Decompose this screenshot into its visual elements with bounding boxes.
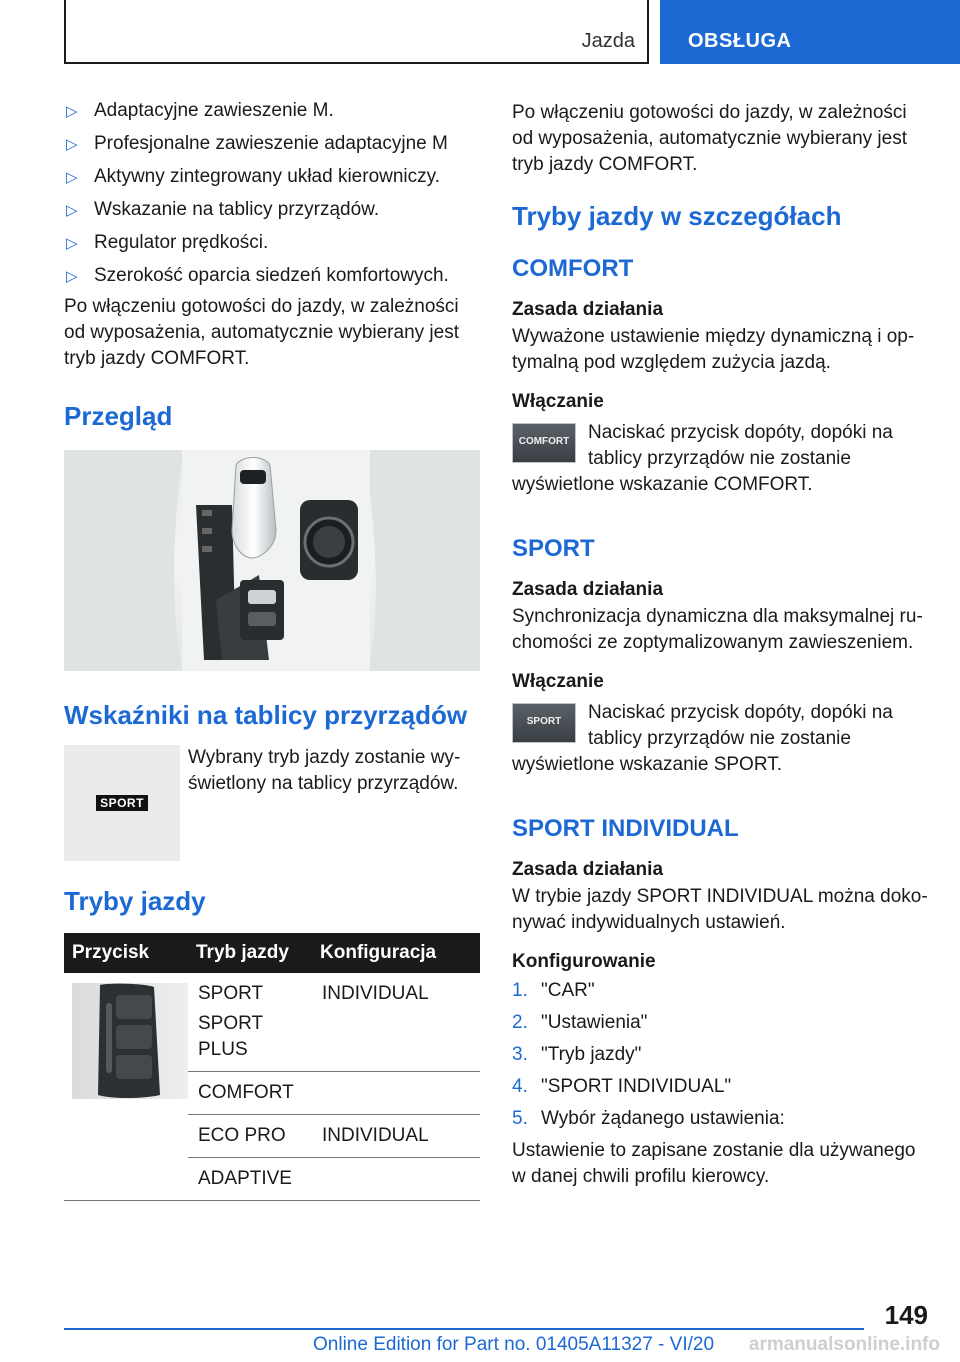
- comfort-principle-text: Wyważone ustawienie między dynamiczną i optymalną pod względem zużycia jazdą.: [512, 326, 915, 373]
- footer-divider: [64, 1328, 864, 1330]
- edition-text: Online Edition for Part no. 01405A11327 - VI/20: [313, 1334, 715, 1355]
- watermark: armanualsonline.info: [748, 1334, 940, 1355]
- intro-paragraph: Po włączeniu gotowości do jazdy, w zależności od wyposażenia, automatycznie wybierany jest tryb jazdy COMFORT.: [64, 296, 459, 369]
- mode-title-sport-individual: SPORT INDIVIDUAL: [512, 815, 739, 842]
- triangle-bullet-icon: ▷: [66, 169, 78, 186]
- comfort-principle-heading: Zasada działania: [512, 299, 664, 320]
- feature-list: [64, 100, 480, 287]
- triangle-bullet-icon: ▷: [66, 235, 78, 252]
- right-column: [512, 100, 928, 1190]
- center-console-illustration: [64, 450, 480, 671]
- triangle-bullet-icon: ▷: [66, 136, 78, 153]
- mode-sport-plus: SPORT PLUS: [198, 1013, 263, 1060]
- list-item: 4. "SPORT INDIVIDUAL": [512, 1076, 732, 1097]
- header-chapter: [660, 0, 960, 64]
- instrument-display-image: [64, 745, 180, 861]
- mode-title-comfort: COMFORT: [512, 255, 634, 282]
- mode-title-sport: SPORT: [512, 535, 595, 562]
- individual-principle-text: W trybie jazdy SPORT INDIVIDUAL można dokonywać indywidualnych ustawień.: [512, 886, 928, 933]
- driving-mode-switch-image: [72, 983, 188, 1099]
- list-item: ▷ Szerokość oparcia siedzeń komfortowych.: [66, 265, 449, 286]
- header-chapter-title: OBSŁUGA: [688, 30, 792, 52]
- table-header-row: [64, 933, 480, 973]
- sport-on-heading: Włączanie: [512, 671, 604, 692]
- mode-cell: ECO PRO: [188, 1115, 312, 1158]
- left-column: [64, 100, 480, 1201]
- column-header-konfiguracja: Konfiguracja: [312, 933, 480, 973]
- list-item: ▷ Regulator prędkości.: [66, 232, 269, 253]
- list-item: ▷ Adaptacyjne zawieszenie M.: [66, 100, 334, 121]
- driving-modes-table: [64, 933, 480, 1201]
- list-item: 1. "CAR": [512, 980, 595, 1001]
- list-item: ▷ Profesjonalne zawieszenie adaptacyjne M: [66, 133, 448, 154]
- mode-cell: ADAPTIVE: [188, 1158, 312, 1201]
- triangle-bullet-icon: ▷: [66, 202, 78, 219]
- list-item: ▷ Wskazanie na tablicy przyrządów.: [66, 199, 380, 220]
- page-number: 149: [884, 1300, 928, 1330]
- config-cell: [312, 1072, 480, 1115]
- list-item: 3. "Tryb jazdy": [512, 1044, 642, 1065]
- comfort-button-image: COMFORT: [512, 423, 576, 463]
- config-cell: INDIVIDUAL: [312, 973, 480, 1072]
- section-title-wskazniki: Wskaźniki na tablicy przyrządów: [64, 700, 468, 730]
- config-steps-list: [512, 978, 928, 1132]
- mode-sport: SPORT: [198, 983, 264, 1004]
- table-row: [64, 973, 480, 1072]
- column-header-przycisk: Przycisk: [64, 933, 188, 973]
- mode-cell: COMFORT: [188, 1072, 312, 1115]
- config-cell: INDIVIDUAL: [312, 1115, 480, 1158]
- sport-button-image: SPORT: [512, 703, 576, 743]
- column-header-tryb: Tryb jazdy: [188, 933, 312, 973]
- sport-principle-text: Synchronizacja dynamiczna dla maksymalnej ruchomości ze zoptymalizowanym zawieszeniem.: [512, 606, 923, 653]
- section-title-przeglad: Przegląd: [64, 401, 173, 431]
- sport-on-text: Naciskać przycisk dopóty, dopóki na tablicy przyrządów nie zostanie wyświetlone wskazanie SPORT.: [512, 702, 893, 775]
- section-title-details: Tryby jazdy w szczegółach: [512, 201, 842, 231]
- center-console-photo: [64, 450, 480, 671]
- individual-outro-text: Ustawienie to zapisane zostanie dla używanego w danej chwili profilu kierowcy.: [512, 1140, 916, 1187]
- display-sport-label: SPORT: [96, 795, 148, 811]
- mode-cell: [188, 973, 312, 1072]
- instrument-display-block: [64, 745, 480, 861]
- right-intro-paragraph: Po włączeniu gotowości do jazdy, w zależności od wyposażenia, automatycznie wybierany jest tryb jazdy COMFORT.: [512, 102, 907, 175]
- comfort-on-text: Naciskać przycisk dopóty, dopóki na tablicy przyrządów nie zostanie wyświetlone wskazanie COMFORT.: [512, 422, 893, 495]
- list-item: 5. Wybór żądanego ustawienia:: [512, 1108, 785, 1129]
- list-item: ▷ Aktywny zintegrowany układ kierowniczy.: [66, 166, 441, 187]
- sport-principle-heading: Zasada działania: [512, 579, 664, 600]
- button-image-cell: [64, 973, 188, 1201]
- header-section: [64, 0, 649, 64]
- instrument-display-text: Wybrany tryb jazdy zostanie wyświetlony na tablicy przyrządów.: [188, 747, 461, 794]
- individual-principle-heading: Zasada działania: [512, 859, 664, 880]
- sport-on-block: [512, 700, 928, 778]
- comfort-on-block: [512, 420, 928, 498]
- individual-config-heading: Konfigurowanie: [512, 951, 656, 972]
- section-title-tryby: Tryby jazdy: [64, 886, 206, 916]
- triangle-bullet-icon: ▷: [66, 268, 78, 285]
- comfort-on-heading: Włączanie: [512, 391, 604, 412]
- config-cell: [312, 1158, 480, 1201]
- header-section-title: Jazda: [581, 30, 635, 52]
- list-item: 2. "Ustawienia": [512, 1012, 648, 1033]
- triangle-bullet-icon: ▷: [66, 103, 78, 120]
